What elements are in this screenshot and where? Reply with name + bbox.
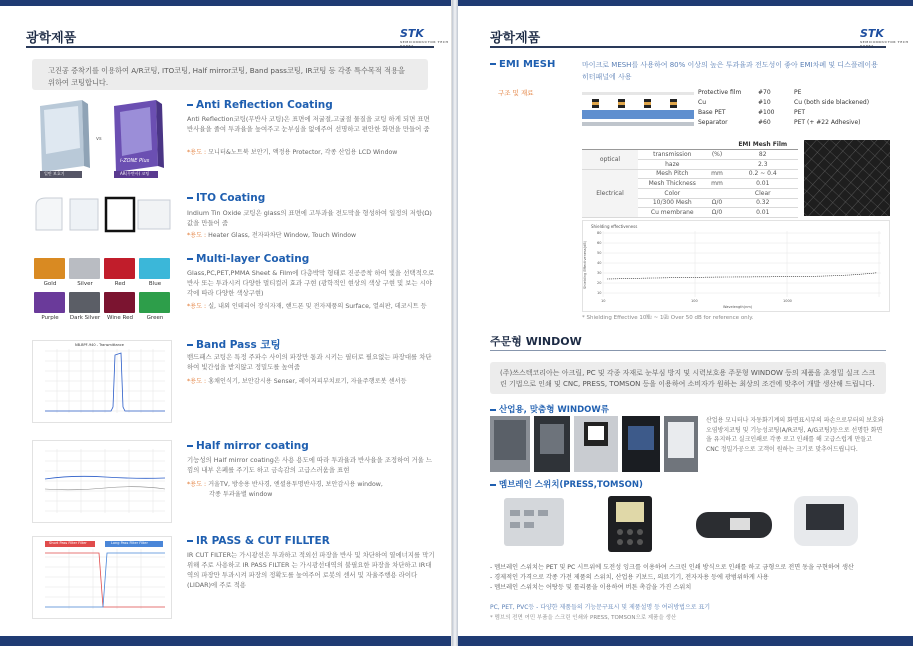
industrial-desc: 산업용 모니터나 자동화기계의 화면표시부의 파손으로부터의 보호와 오염방지코팅 및 기능성코팅(A/R코팅, A/G코팅)등으로 선명한 화면을 유지하고 실크인쇄로 각종 로고 인쇄를 해 고급스럽게 만들고 CNC 정밀가공으로 고객이 원하는 크기로 맞추어드립니다. <box>706 417 884 453</box>
ar-left-label: 일반 보호기 <box>44 171 65 176</box>
half-mirror-chart <box>32 440 172 523</box>
swatch-label: Silver <box>77 281 93 287</box>
svg-text:50: 50 <box>597 251 602 255</box>
table-row <box>582 150 798 160</box>
svg-text:30: 30 <box>597 271 602 275</box>
section-title-bandpass: Band Pass 코팅 <box>187 337 281 352</box>
section-title-ar: Anti Reflection Coating <box>187 99 333 111</box>
section-title-multilayer: Multi-layer Coating <box>187 253 309 265</box>
cell-unit <box>707 159 728 169</box>
section-desc-halfmirror: 기능성의 Half mirror coating은 사용 용도에 따라 투과율과 반사율을 조정하여 거울 느낌의 내부 은폐를 주기도 하고 금속감의 고급스러움을 표현 <box>187 456 433 474</box>
intro-box: 고진공 증착기를 이용하여 A/R코팅, ITO코팅, Half mirror코팅, Band pass코팅, IR코팅 등 각종 특수목적 적용을 위하여 코팅합니다. <box>32 59 428 90</box>
cell-prop: Mesh Pitch <box>638 169 707 179</box>
group-cell: optical <box>582 150 638 169</box>
swatch-label: Purple <box>41 315 59 321</box>
table-row <box>582 169 798 179</box>
cell-val: 0.32 <box>727 198 798 208</box>
section-title-ir: IR PASS & CUT FILLTER <box>187 535 330 547</box>
swatch-label: Wine Red <box>107 315 133 321</box>
section-use-halfmirror: *용도 : 거울TV, 방송용 반사경, 엔셜용투명반사경, 보안감시용 window, 각종 투과율별 window <box>187 481 383 498</box>
left-page <box>0 0 452 646</box>
layer-material: Cu (both side blackened) <box>794 99 870 106</box>
title-divider <box>490 46 886 48</box>
svg-text:10: 10 <box>597 291 602 295</box>
cell-prop: haze <box>638 159 707 169</box>
cell-unit: Ω/0 <box>707 208 728 218</box>
cell-val: 0.01 <box>727 208 798 218</box>
membrane-photos <box>490 492 886 558</box>
cell-val: 0.01 <box>727 179 798 189</box>
layer-material: PET (+ #22 Adhesive) <box>794 119 861 126</box>
shielding-chart-xlabel: Wavelength(nm) <box>723 305 753 309</box>
window-title: 주문형 WINDOW <box>490 335 582 348</box>
vs-label: vs <box>96 136 102 142</box>
bullet-item: - 경제적인 가격으로 각종 가전 제품의 스위치, 산업용 키보드, 의료기기, 전자자용 등에 광범위하게 사용 <box>490 574 769 581</box>
right-page <box>458 0 913 646</box>
svg-text:1000: 1000 <box>783 299 792 303</box>
layer-material: PET <box>794 109 806 116</box>
membrane-title: 멤브레인 스위치(PRESS,TOMSON) <box>490 478 643 490</box>
window-divider <box>490 350 886 351</box>
shielding-note: * Shielding Effective 10㎒ ~ 1㎓ Over 50 dB for reference only. <box>582 315 754 321</box>
page-title: 광학제품 <box>26 31 77 46</box>
bullet-item: - 멤브레인 스위치는 어탕등 및 롤리품을 이용하여 버튼 촉감을 가진 스위치 <box>490 584 692 591</box>
cell-prop: Mesh Thickness <box>638 179 707 189</box>
table-header: EMI Mesh Film <box>727 140 798 150</box>
layer-row <box>698 118 898 128</box>
footer-line-1: PC, PET, PVC등 - 다양한 제품들의 기능문구표시 및 제품설명 등 여러방법으로 표기 <box>490 604 711 611</box>
bottom-bar <box>0 636 451 646</box>
emi-spec-table <box>582 140 798 218</box>
ar-comparison-image <box>32 98 172 181</box>
emi-layer-list <box>698 88 898 128</box>
cell-unit: Ω/0 <box>707 198 728 208</box>
bottom-bar <box>458 636 913 646</box>
emi-struct-label: 구조 및 재료 <box>498 89 534 97</box>
section-title-halfmirror: Half mirror coating <box>187 440 309 452</box>
cell-val: 0.2 ~ 0.4 <box>727 169 798 179</box>
company-logo: STK SEMICONDUCTOR TECH <box>860 27 909 44</box>
layer-name: Separator <box>698 119 728 126</box>
layer-row <box>698 98 898 108</box>
layer-name: Cu <box>698 99 706 106</box>
swatch-label: Red <box>114 281 126 287</box>
swatch-label: Gold <box>43 281 57 287</box>
ir-legend-long: Long Pass Filter Filter <box>111 541 148 545</box>
top-bar <box>0 0 451 6</box>
layer-row <box>698 108 898 118</box>
cell-unit: (%) <box>707 150 728 160</box>
emi-layer-diagram <box>582 88 694 132</box>
layer-code: #10 <box>758 99 771 106</box>
shielding-chart-ylabel: Shielding Effectiveness(dB) <box>582 241 587 289</box>
footer-line-2: * 멤브의 전면 여민 부품을 스크린 인쇄와 PRESS, TOMSON으로 제품을 생산 <box>490 615 677 621</box>
cell-unit: mm <box>707 169 728 179</box>
layer-material: PE <box>794 89 802 96</box>
swatch-gold <box>34 258 65 279</box>
bullet-item: - 멤브레인 스위치는 PET 및 PC 시트위에 도전성 잉크를 이용하여 스크린 인쇄 방식으로 인쇄를 하고 금형으로 전면 동을 구현하여 생산 <box>490 564 854 571</box>
layer-code: #100 <box>758 109 775 116</box>
section-title-ito: ITO Coating <box>187 192 265 204</box>
swatch-purple <box>34 292 65 313</box>
section-use-ito: *용도 : Heater Glass, 전자파차단 Window, Touch Window <box>187 232 357 239</box>
shielding-chart <box>582 220 890 312</box>
ar-right-label: AR(무반사) 코팅 <box>120 171 150 176</box>
cell-unit: mm <box>707 179 728 189</box>
section-desc-ito: Indium Tin Oxide 코팅은 glass의 표면에 고투과율 전도막을 형성하여 일정의 저항(Ω)값을 만들어 줌 <box>187 209 432 227</box>
group-cell: Electrical <box>582 169 638 217</box>
cell-prop: 10/300 Mesh <box>638 198 707 208</box>
ir-legend-short: Short Pass Filter Filter <box>49 541 87 545</box>
band-pass-chart <box>32 340 172 423</box>
layer-name: Protective film <box>698 89 742 96</box>
swatch-green <box>139 292 170 313</box>
emi-desc: 마이크로 MESH를 사용하여 80% 이상의 높은 투과율과 전도성이 좋아 EMI차폐 및 디스플레이용 히터패널에 사용 <box>582 61 878 81</box>
shielding-chart-title: Shielding effectiveness <box>591 224 638 229</box>
title-divider <box>26 46 434 48</box>
swatch-label: Green <box>146 315 164 321</box>
emi-title: EMI MESH <box>490 59 555 70</box>
cell-val: Clear <box>727 188 798 198</box>
swatch-dark-silver <box>69 292 100 313</box>
cell-prop: transmission <box>638 150 707 160</box>
bp-chart-title: NB-BPF-940 - Transmittance <box>75 343 124 347</box>
svg-text:80: 80 <box>597 231 602 235</box>
cell-prop: Cu membrane <box>638 208 707 218</box>
swatch-red <box>104 258 135 279</box>
svg-text:100: 100 <box>691 299 698 303</box>
cell-unit <box>707 188 728 198</box>
layer-code: #70 <box>758 89 771 96</box>
industrial-window-photos <box>490 416 698 472</box>
cell-val: 2.3 <box>727 159 798 169</box>
svg-text:40: 40 <box>597 261 602 265</box>
swatch-label: Dark Silver <box>69 315 101 321</box>
svg-text:60: 60 <box>597 241 602 245</box>
section-use-ar: *용도 : 모니터&노트북 보안기, 액정용 Protector, 각종 산업용 LCD Window <box>187 149 398 156</box>
section-use-multilayer: *용도 : 실, 내외 인테리어 장식자재, 핸드폰 및 전자제품의 Surface, 열쇠판, 데코시트 등 <box>187 303 427 310</box>
top-bar <box>458 0 913 6</box>
company-logo: STK SEMICONDUCTOR TECH <box>400 27 449 44</box>
mesh-photo <box>804 140 890 216</box>
industrial-title: 산업용, 맞춤형 WINDOW류 <box>490 403 609 415</box>
cell-val: 82 <box>727 150 798 160</box>
section-use-bandpass: *용도 : 홍채인식기, 보안감시용 Senser, 레이저피부치료기, 자율주행로봇 센서등 <box>187 378 407 385</box>
layer-code: #60 <box>758 119 771 126</box>
swatch-label: Blue <box>148 281 162 287</box>
section-desc-bandpass: 밴드패스 코팅은 특정 주파수 사이의 파장만 통과 시키는 필터로 필요없는 파장대를 차단하여 빛간섭을 받지않고 정밀도를 높여줌 <box>187 353 432 371</box>
membrane-bullets <box>490 563 890 593</box>
swatch-blue <box>139 258 170 279</box>
page-title: 광학제품 <box>490 31 541 46</box>
cell-prop: Color <box>638 188 707 198</box>
swatch-wine-red <box>104 292 135 313</box>
layer-name: Base PET <box>698 109 726 116</box>
window-intro-box: (주)쓰스텍코리아는 아크릴, PC 및 각종 자재로 눈부심 방지 및 시력보호용 주문형 WINDOW 등의 제품을 초정밀 실크 스크린 기법으로 인쇄 및 CNC, PRESS, TOMSON 등을 이용하여 소비자가 원하는 최상의 조건에 맞추어 개발 생산해 드립니다. <box>490 362 886 394</box>
brand-label: i-ZONE Plus <box>120 158 150 164</box>
section-desc-multilayer: Glass,PC,PET,PMMA Sheet & Film에 다층박막 형태로 진공증착 하여 빛을 선택적으로 반사 또는 투과시켜 다양한 멀티컬러 효과 구현 (광학적인 현상의 색상 구현 및 보는 시야각에 따라 다양한 색상구현) <box>187 269 435 297</box>
svg-text:20: 20 <box>597 281 602 285</box>
ir-filter-chart <box>32 536 172 619</box>
swatch-silver <box>69 258 100 279</box>
section-desc-ir: IR CUT FILTER는 가시광선은 투과하고 적외선 파장을 반사 및 차단하여 열에너지를 막기위해 주로 사용하고 IR PASS FILTER 는 가시광선대역의 불필요한 파장을 차단하고 IR대역의 파장만 투과시켜 파장의 정확도를 높여주어 로봇의 센서 및 자율주행용 라이다(LIDAR)에 주로 적용 <box>187 551 435 589</box>
svg-text:10: 10 <box>601 299 606 303</box>
section-desc-ar: Anti Reflection코팅(무반사 코팅)은 표면에 저굴절,고굴절 물질을 코팅 하게 되면 표면 반사율을 줄여 투과율을 높여주고 눈부심을 없애주어 선명하고 편안한 화면을 만들어 줌 <box>187 115 430 133</box>
ito-glass-image <box>32 192 172 238</box>
layer-row <box>698 88 898 98</box>
